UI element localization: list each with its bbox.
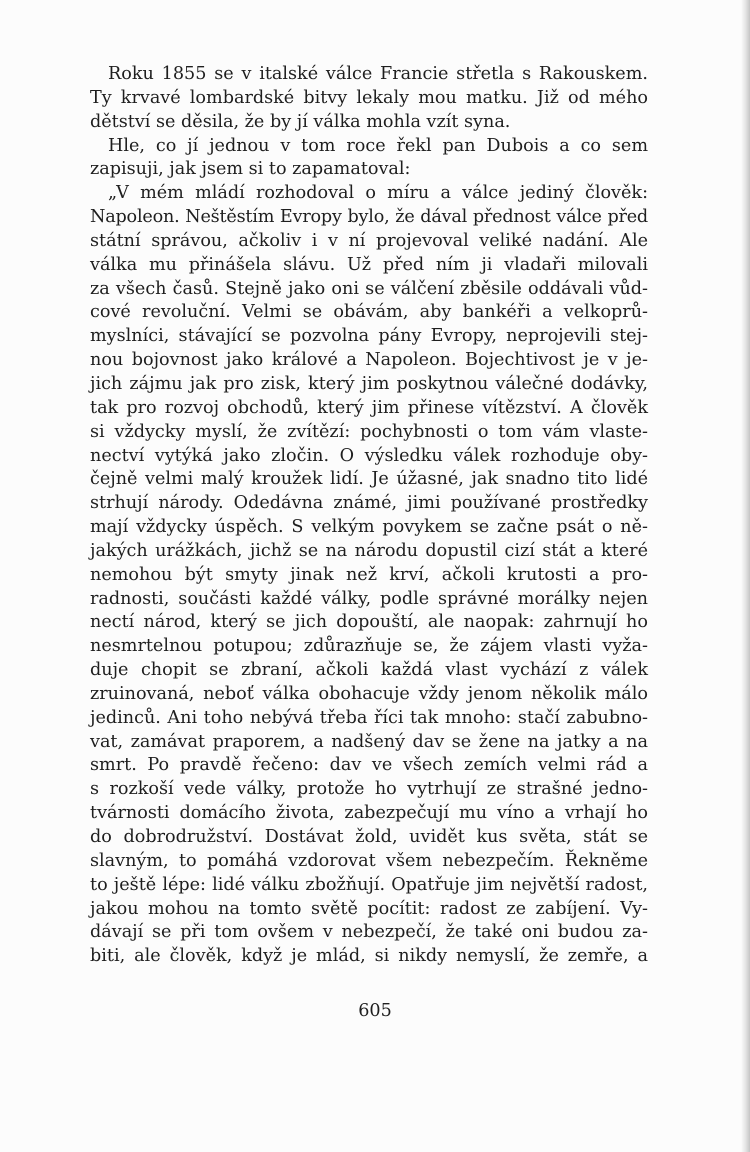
text-line: myslníci, stávající se pozvolna pány Evropy, neprojevili stej- [90,326,648,347]
text-line: Hle, co jí jednou v tom roce řekl pan Dubois a co sem [108,135,648,156]
page-number: 605 [358,1001,392,1021]
body-text [90,63,648,1041]
text-line: duje chopit se zbraní, ačkoli každá vlast vychází z válek [90,660,648,681]
text-line: nectí národ, který se jich dopouští, ale naopak: zahrnují ho [90,612,648,633]
text-line: jich zájmu jak pro zisk, který jim poskytnou válečné dodávky, [90,373,648,394]
text-line: slavným, to pomáhá vzdorovat všem nebezpečím. Řekněme [90,850,648,871]
text-line: jakých urážkách, jichž se na národu dopustil cizí stát a které [90,540,648,561]
text-line: „V mém mládí rozhodoval o míru a válce jediný člověk: [108,183,648,204]
text-line: to ještě lépe: lidé válku zbožňují. Opatřuje jim největší radost, [90,874,648,895]
text-line: radnosti, součásti každé války, podle správné morálky nejen [90,588,648,609]
text-line: mají vždycky úspěch. S velkým povykem se začne psát o ně- [90,517,648,538]
page-edge-shadow [741,0,750,1152]
text-line: nou bojovnost jako králové a Napoleon. Bojechtivost je v je- [90,350,648,371]
text-line: vat, zamávat praporem, a nadšený dav se žene na jatky a na [90,731,648,752]
text-line: cové revoluční. Velmi se obávám, aby bankéři a velkoprů- [90,302,648,323]
text-line: jedinců. Ani toho nebývá třeba říci tak mnoho: stačí zabubno- [90,707,648,728]
text-line: čejně velmi malý kroužek lidí. Je úžasné, jak snadno tito lidé [90,469,648,490]
text-line: tvárnosti domácího života, zabezpečují mu víno a vrhají ho [90,803,648,824]
text-line: zruinovaná, neboť válka obohacuje vždy jenom několik málo [90,683,648,704]
text-line: smrt. Po pravdě řečeno: dav ve všech zemích velmi rád a [90,755,648,776]
text-line: nesmrtelnou potupou; zdůrazňuje se, že zájem vlasti vyža- [90,636,648,657]
text-line: biti, ale člověk, když je mlád, si nikdy nemyslí, že zemře, a [90,946,648,967]
text-line: s rozkoší vede války, protože ho vytrhují ze strašné jedno- [90,779,648,800]
text-line: Roku 1855 se v italské válce Francie střetla s Rakouskem. [108,64,648,84]
text-line: Napoleon. Neštěstím Evropy bylo, že dával přednost válce před [90,207,648,228]
text-line: Ty krvavé lombardské bitvy lekaly mou matku. Již od mého [90,87,648,108]
text-line: zapisuji, jak jsem si to zapamatoval: [90,159,411,180]
text-line: jakou mohou na tomto světě pocítit: radost ze zabíjení. Vy- [90,898,648,919]
text-line: dávají se při tom ovšem v nebezpečí, že také oni budou za- [90,922,648,943]
text-line: nemohou být smyty jinak než krví, ačkoli krutosti a pro- [90,564,648,585]
text-line: státní správou, ačkoliv i v ní projevoval veliké nadání. Ale [90,230,648,251]
text-line: dětství se děsila, že by jí válka mohla vzít syna. [90,111,511,132]
text-line: válka mu přinášela slávu. Už před ním ji vladaři milovali [90,254,648,275]
text-line: za všech časů. Stejně jako oni se válčení zběsile oddávali vůd- [90,278,648,299]
text-line: nectví vytýká jako zločin. O výsledku válek rozhoduje oby- [90,445,648,466]
text-line: do dobrodružství. Dostávat žold, uvidět kus světa, stát se [90,827,648,847]
text-line: tak pro rozvoj obchodů, který jim přinese vítězství. A člověk [90,397,648,418]
text-line [90,969,648,993]
text-line: strhují národy. Odedávna známé, jimi používané prostředky [90,493,648,514]
text-line: si vždycky myslí, že zvítězí: pochybnosti o tom vám vlaste- [90,421,648,442]
